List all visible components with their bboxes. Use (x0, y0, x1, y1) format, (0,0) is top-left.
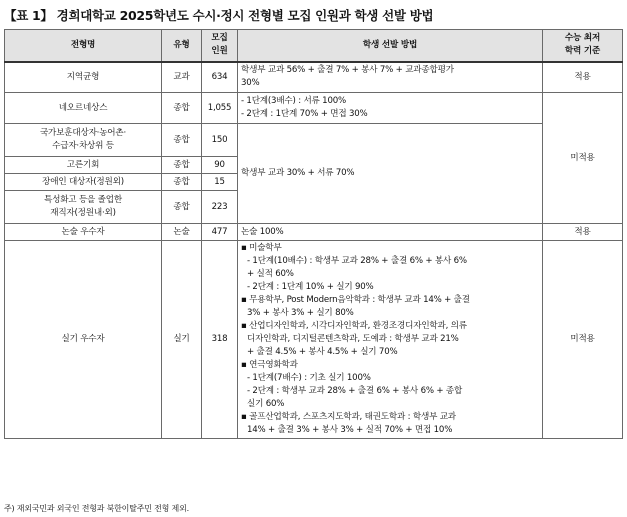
method-line: ▪ 무용학부, Post Modern음악학과 : 학생부 교과 14% + 출결 (241, 295, 470, 305)
row-count: 634 (202, 62, 238, 93)
header-csat-line1: 수능 최저 (564, 33, 601, 44)
name-line: 재직자(정원내·외) (50, 208, 116, 218)
method-line: - 2단계 : 학생부 교과 28% + 출결 6% + 봉사 6% + 종합 (247, 386, 463, 396)
header-type-name: 전형명 (5, 30, 162, 62)
name-line: 특성화고 등을 졸업한 (44, 195, 122, 205)
row-method (238, 62, 543, 93)
row-category: 논술 (162, 224, 202, 241)
row-count: 318 (202, 241, 238, 439)
method-line: - 2단계 : 1단계 10% + 실기 90% (247, 282, 374, 292)
method-line: - 1단계(10배수) : 학생부 교과 28% + 출결 6% + 봉사 6% (247, 256, 467, 266)
name-line: 국가보훈대상자·농어촌· (39, 128, 127, 138)
row-csat: 적용 (543, 62, 623, 93)
footnote: 주) 재외국민과 외국인 전형과 북한이탈주민 전형 제외. (4, 504, 189, 513)
row-category: 종합 (162, 174, 202, 191)
row-name: 고른기회 (5, 157, 162, 174)
row-count: 223 (202, 191, 238, 224)
table-row (5, 124, 623, 157)
row-count: 150 (202, 124, 238, 157)
row-category: 종합 (162, 93, 202, 124)
row-name: 지역균형 (5, 62, 162, 93)
method-line: ▪ 미술학부 (241, 243, 282, 253)
header-row (5, 30, 623, 62)
admission-table (4, 29, 623, 439)
row-name: 네오르네상스 (5, 93, 162, 124)
row-csat: 적용 (543, 224, 623, 241)
row-name (5, 124, 162, 157)
row-count: 15 (202, 174, 238, 191)
header-csat-line2: 학력 기준 (564, 46, 601, 57)
method-line: ▪ 산업디자인학과, 시각디자인학과, 환경조경디자인학과, 의류 (241, 321, 467, 331)
row-method (238, 93, 543, 124)
row-category: 종합 (162, 157, 202, 174)
row-name: 실기 우수자 (5, 241, 162, 439)
row-category: 실기 (162, 241, 202, 439)
method-line: - 1단계(3배수) : 서류 100% (241, 96, 346, 106)
row-name (5, 191, 162, 224)
header-method: 학생 선발 방법 (238, 30, 543, 62)
method-line: - 2단계 : 1단계 70% + 면접 30% (241, 109, 368, 119)
method-line: ▪ 골프산업학과, 스포츠지도학과, 태권도학과 : 학생부 교과 (241, 412, 456, 422)
method-line: 30% (241, 78, 260, 89)
header-recruit-line2: 인원 (211, 46, 228, 57)
table-row (5, 241, 623, 439)
table-title: 【표 1】 경희대학교 2025학년도 수시·정시 전형별 모집 인원과 학생 선발 방법 (4, 8, 434, 23)
row-name: 논술 우수자 (5, 224, 162, 241)
row-name: 장애인 대상자(정원외) (5, 174, 162, 191)
row-csat: 미적용 (543, 241, 623, 439)
method-line: ▪ 연극영화학과 (241, 360, 298, 370)
row-category: 종합 (162, 124, 202, 157)
header-category: 유형 (162, 30, 202, 62)
row-count: 90 (202, 157, 238, 174)
method-line: + 출결 4.5% + 봉사 4.5% + 실기 70% (247, 347, 398, 357)
row-method (238, 241, 543, 439)
row-count: 1,055 (202, 93, 238, 124)
table-row (5, 62, 623, 93)
method-line: 실기 60% (247, 399, 285, 409)
header-recruit-line1: 모집 (211, 33, 228, 44)
row-category: 종합 (162, 191, 202, 224)
method-line: 학생부 교과 56% + 출결 7% + 봉사 7% + 교과종합평가 (241, 65, 454, 76)
method-line: + 실적 60% (247, 269, 294, 279)
row-method: 논술 100% (238, 224, 543, 241)
name-line: 수급자·차상위 등 (52, 141, 114, 151)
row-method-shared: 학생부 교과 30% + 서류 70% (238, 124, 543, 224)
table-row (5, 224, 623, 241)
row-csat: 미적용 (543, 93, 623, 224)
header-recruit (202, 30, 238, 62)
method-line: - 1단계(7배수) : 기초 실기 100% (247, 373, 371, 383)
row-count: 477 (202, 224, 238, 241)
method-line: 디자인학과, 디지털콘텐츠학과, 도예과 : 학생부 교과 21% (247, 334, 459, 344)
table-row (5, 93, 623, 124)
method-line: 14% + 출결 3% + 봉사 3% + 실적 70% + 면접 10% (247, 425, 453, 435)
row-category: 교과 (162, 62, 202, 93)
header-csat (543, 30, 623, 62)
method-line: 3% + 봉사 3% + 실기 80% (247, 308, 354, 318)
